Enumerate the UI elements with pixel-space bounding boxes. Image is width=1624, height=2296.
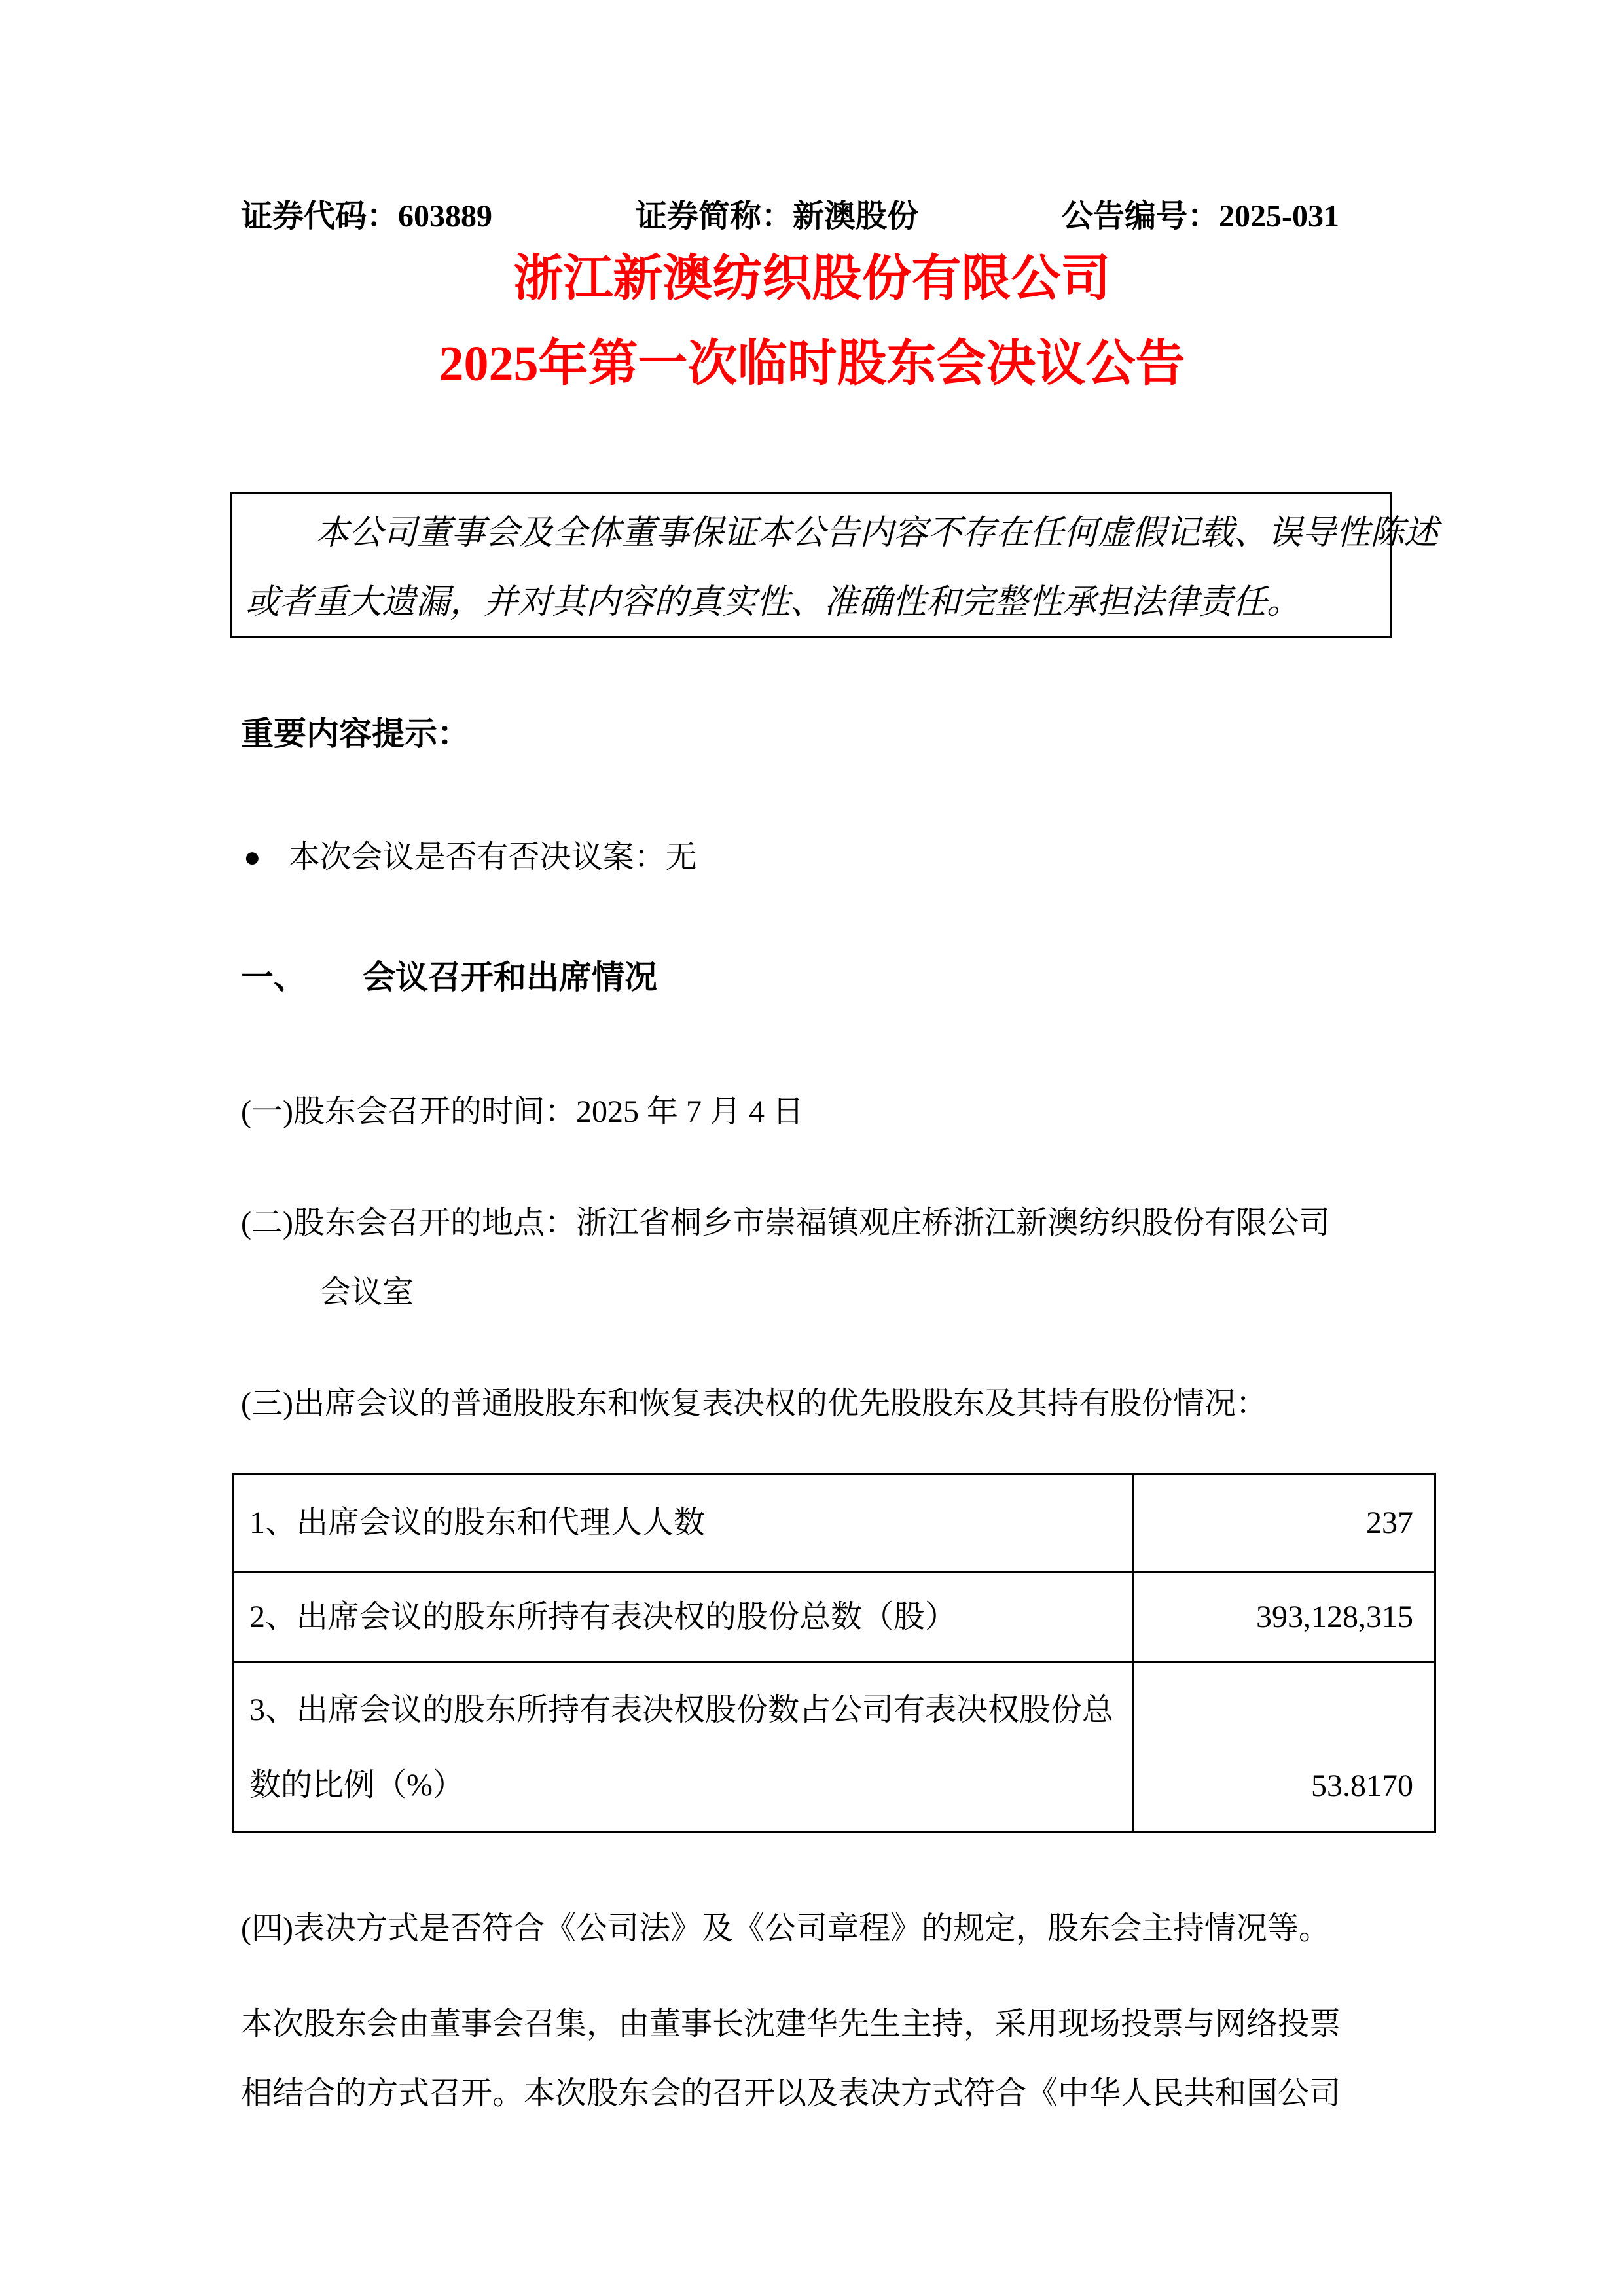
announcement-no-label: 公告编号：: [1061, 199, 1219, 234]
table-row-attendee-count: [233, 1474, 1435, 1572]
row-value: 393,128,315: [1134, 1572, 1435, 1662]
bullet-text: 本次会议是否有否决议案：无: [288, 840, 697, 874]
table-row-voting-shares: [233, 1572, 1435, 1662]
row-value: 53.8170: [1134, 1662, 1435, 1833]
disclaimer-line2: 或者重大遗漏，并对其内容的真实性、准确性和完整性承担法律责任。: [245, 584, 1301, 621]
stock-abbr-label: 证券简称：: [635, 199, 793, 234]
stock-abbr: [636, 198, 918, 236]
important-note-heading: 重要内容提示：: [241, 715, 470, 752]
convening-para-line1: 本次股东会由董事会召集，由董事长沈建华先生主持，采用现场投票与网络投票: [241, 2007, 1341, 2041]
disclaimer-box: [230, 492, 1439, 638]
stock-abbr-value: 新澳股份: [793, 199, 919, 234]
attendance-table: [232, 1473, 1436, 1833]
stock-code-label: 证券代码：: [241, 199, 399, 234]
bullet-icon: ●: [244, 841, 261, 873]
convening-para-line2: 相结合的方式召开。本次股东会的召开以及表决方式符合《中华人民共和国公司: [241, 2076, 1341, 2111]
item-meeting-time: (一)股东会召开的时间：2025 年 7 月 4 日: [241, 1094, 804, 1129]
row-value: 237: [1134, 1474, 1435, 1572]
disclaimer-line1: 本公司董事会及全体董事保证本公告内容不存在任何虚假记载、误导性陈述: [315, 514, 1439, 552]
item-attendance-intro: (三)出席会议的普通股股东和恢复表决权的优先股股东及其持有股份情况：: [241, 1386, 1267, 1421]
item-meeting-place-line2: 会议室: [319, 1275, 414, 1310]
section1-number: 一、: [241, 959, 306, 996]
item-meeting-place-line1: (二)股东会召开的地点：浙江省桐乡市崇福镇观庄桥浙江新澳纺织股份有限公司: [241, 1206, 1330, 1240]
section1-heading: [241, 958, 657, 996]
stock-code: [241, 198, 492, 236]
item-voting-method: (四)表决方式是否符合《公司法》及《公司章程》的规定，股东会主持情况等。: [241, 1911, 1330, 1946]
row-label: 3、出席会议的股东所持有表决权股份数占公司有表决权股份总数的比例（%）: [233, 1662, 1134, 1833]
bullet-item: [244, 838, 697, 876]
announcement-no-value: 2025-031: [1219, 199, 1339, 234]
company-title: 浙江新澳纺织股份有限公司: [513, 251, 1111, 306]
announcement-title: 2025年第一次临时股东会决议公告: [439, 336, 1185, 391]
row-label: 1、出席会议的股东和代理人人数: [233, 1474, 1134, 1572]
row-label: 2、出席会议的股东所持有表决权的股份总数（股）: [233, 1572, 1134, 1662]
table-row-voting-ratio: [233, 1662, 1435, 1833]
announcement-no: [1062, 198, 1339, 236]
doc-header: [241, 198, 1339, 236]
section1-title: 会议召开和出席情况: [363, 959, 657, 996]
stock-code-value: 603889: [398, 199, 493, 234]
